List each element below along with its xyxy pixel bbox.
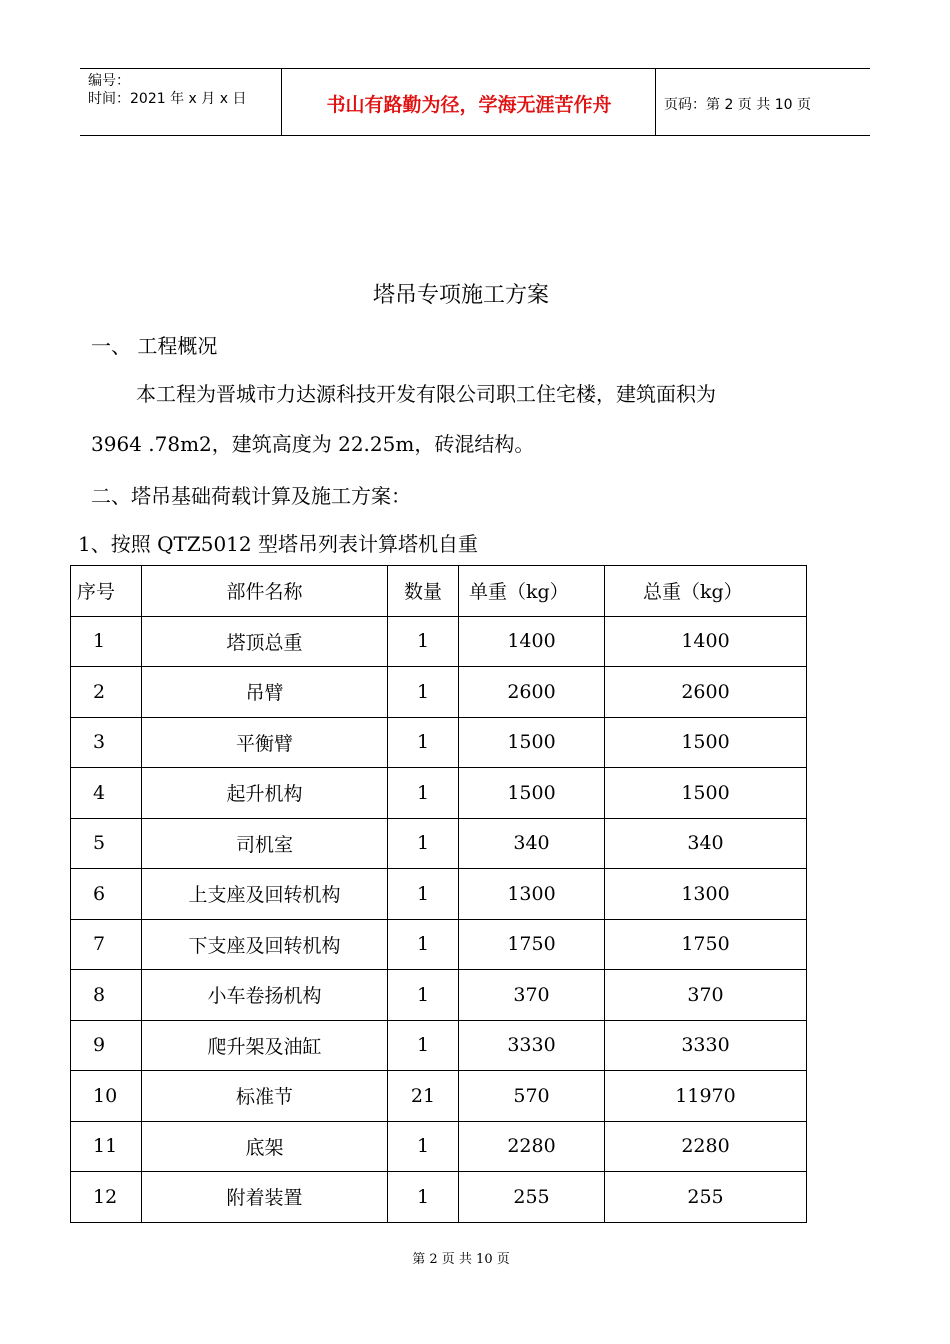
cell-total-weight: 340 [605, 818, 807, 869]
cell-part-name: 标准节 [142, 1071, 388, 1122]
cell-unit-weight: 1750 [459, 919, 605, 970]
header-number-label: 编号： [88, 73, 130, 89]
cell-total-weight: 255 [605, 1172, 807, 1223]
project-overview-line-2: 3964 .78m2，建筑高度为 22.25m，砖混结构。 [91, 432, 535, 456]
cell-unit-weight: 570 [459, 1071, 605, 1122]
cell-part-name: 司机室 [142, 818, 388, 869]
cell-unit-weight: 1500 [459, 768, 605, 819]
header-seq: 序号 [71, 566, 142, 617]
project-overview-line-1: 本工程为晋城市力达源科技开发有限公司职工住宅楼，建筑面积为 [136, 382, 716, 406]
cell-unit-weight: 340 [459, 818, 605, 869]
header-meta [88, 72, 246, 108]
table-row [71, 768, 807, 819]
section-1-heading: 一、 工程概况 [91, 334, 218, 358]
cell-quantity: 1 [388, 717, 459, 768]
cell-total-weight: 11970 [605, 1071, 807, 1122]
table-row [71, 667, 807, 718]
header-part-name: 部件名称 [142, 566, 388, 617]
cell-seq: 7 [71, 919, 142, 970]
cell-quantity: 1 [388, 970, 459, 1021]
cell-unit-weight: 1300 [459, 869, 605, 920]
header-total-weight: 总重（kg） [605, 566, 807, 617]
cell-seq: 1 [71, 616, 142, 667]
table-row [71, 1020, 807, 1071]
subsection-1-heading: 1、按照 QTZ5012 型塔吊列表计算塔机自重 [78, 532, 478, 556]
cell-part-name: 平衡臂 [142, 717, 388, 768]
cell-part-name: 塔顶总重 [142, 616, 388, 667]
cell-quantity: 1 [388, 1020, 459, 1071]
table-row [71, 818, 807, 869]
cell-total-weight: 2600 [605, 667, 807, 718]
cell-unit-weight: 1400 [459, 616, 605, 667]
cell-part-name: 下支座及回转机构 [142, 919, 388, 970]
header-motto: 书山有路勤为径，学海无涯苦作舟 [326, 94, 612, 116]
cell-seq: 2 [71, 667, 142, 718]
cell-quantity: 21 [388, 1071, 459, 1122]
cell-part-name: 小车卷扬机构 [142, 970, 388, 1021]
footer-page-number: 第 2 页 共 10 页 [412, 1252, 510, 1267]
cell-total-weight: 370 [605, 970, 807, 1021]
header-page-info: 页码：第 2 页 共 10 页 [664, 97, 811, 113]
table-row [71, 1172, 807, 1223]
cell-part-name: 爬升架及油缸 [142, 1020, 388, 1071]
cell-quantity: 1 [388, 1121, 459, 1172]
tower-crane-parts-table [70, 565, 807, 1223]
cell-total-weight: 1500 [605, 768, 807, 819]
header-quantity: 数量 [388, 566, 459, 617]
cell-quantity: 1 [388, 616, 459, 667]
cell-seq: 12 [71, 1172, 142, 1223]
header-bottom-rule [80, 135, 870, 136]
cell-seq: 5 [71, 818, 142, 869]
cell-seq: 9 [71, 1020, 142, 1071]
table-row [71, 616, 807, 667]
cell-part-name: 起升机构 [142, 768, 388, 819]
cell-unit-weight: 3330 [459, 1020, 605, 1071]
cell-quantity: 1 [388, 919, 459, 970]
table-row [71, 1071, 807, 1122]
cell-total-weight: 1500 [605, 717, 807, 768]
document-title: 塔吊专项施工方案 [372, 283, 549, 308]
table-row [71, 1121, 807, 1172]
cell-seq: 3 [71, 717, 142, 768]
cell-quantity: 1 [388, 667, 459, 718]
table-row [71, 919, 807, 970]
cell-seq: 6 [71, 869, 142, 920]
header-top-rule [80, 68, 870, 69]
cell-unit-weight: 255 [459, 1172, 605, 1223]
cell-unit-weight: 2280 [459, 1121, 605, 1172]
cell-part-name: 上支座及回转机构 [142, 869, 388, 920]
cell-part-name: 吊臂 [142, 667, 388, 718]
cell-part-name: 附着装置 [142, 1172, 388, 1223]
table-row [71, 717, 807, 768]
cell-total-weight: 1300 [605, 869, 807, 920]
cell-unit-weight: 370 [459, 970, 605, 1021]
cell-quantity: 1 [388, 768, 459, 819]
cell-part-name: 底架 [142, 1121, 388, 1172]
table-row [71, 970, 807, 1021]
cell-seq: 11 [71, 1121, 142, 1172]
header-time-label: 时间：2021 年 x 月 x 日 [88, 91, 247, 107]
cell-seq: 10 [71, 1071, 142, 1122]
table-row [71, 869, 807, 920]
header-unit-weight: 单重（kg） [459, 566, 605, 617]
cell-quantity: 1 [388, 869, 459, 920]
table-header-row [71, 566, 807, 617]
cell-seq: 8 [71, 970, 142, 1021]
cell-seq: 4 [71, 768, 142, 819]
cell-total-weight: 2280 [605, 1121, 807, 1172]
cell-total-weight: 3330 [605, 1020, 807, 1071]
cell-quantity: 1 [388, 818, 459, 869]
cell-quantity: 1 [388, 1172, 459, 1223]
cell-total-weight: 1750 [605, 919, 807, 970]
section-2-heading: 二、塔吊基础荷载计算及施工方案： [91, 484, 411, 508]
cell-total-weight: 1400 [605, 616, 807, 667]
cell-unit-weight: 2600 [459, 667, 605, 718]
cell-unit-weight: 1500 [459, 717, 605, 768]
